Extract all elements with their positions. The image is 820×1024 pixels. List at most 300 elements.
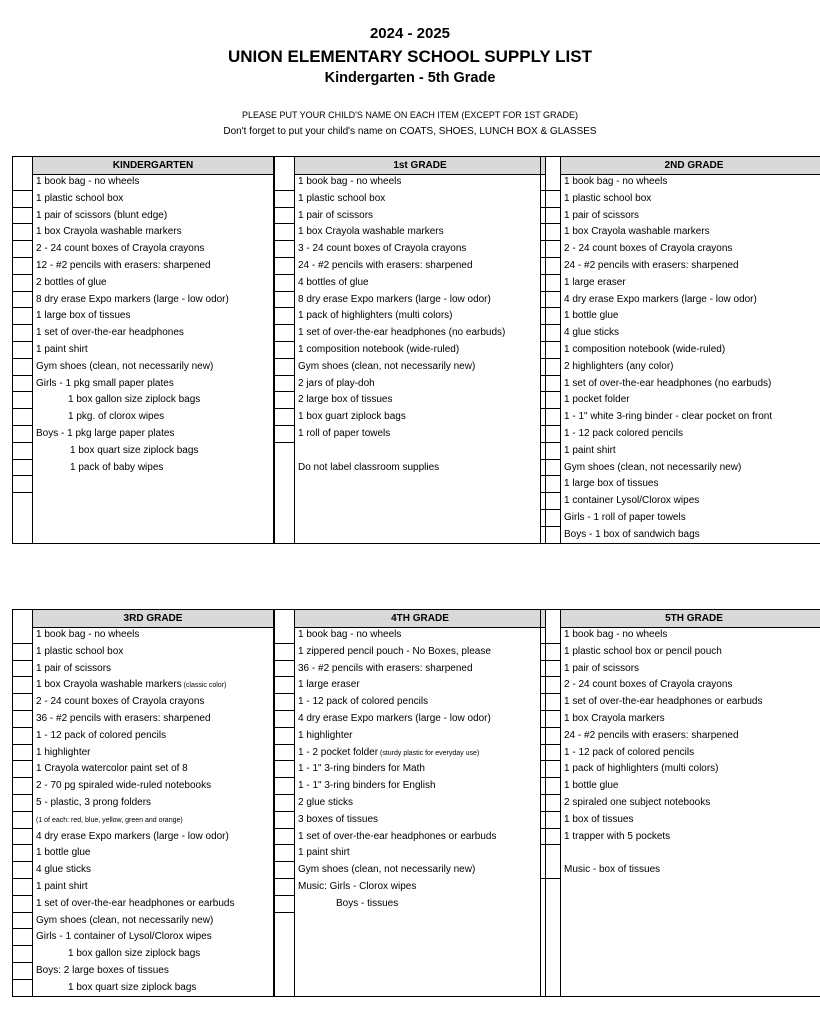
item-checkbox[interactable] <box>540 694 560 711</box>
school-year: 2024 - 2025 <box>369 25 451 42</box>
supply-item <box>560 241 820 258</box>
supply-item-label: Gym shoes (clean, not necessarily new) <box>298 360 476 372</box>
supply-item <box>560 275 820 292</box>
item-checkbox[interactable] <box>540 677 560 694</box>
supply-item-label: 1 box Crayola markers <box>564 713 665 724</box>
item-checkbox[interactable] <box>540 795 560 812</box>
supply-item <box>560 208 820 225</box>
supply-item-label: 1 composition notebook (wide-ruled) <box>564 344 726 355</box>
supply-item-label: 1 large eraser <box>298 679 360 691</box>
supply-item <box>560 342 820 359</box>
item-checkbox[interactable] <box>274 879 294 896</box>
item-checkbox[interactable] <box>540 191 560 208</box>
supply-item <box>294 845 546 862</box>
supply-item-label: Girls - 1 container of Lysol/Clorox wipes <box>36 931 212 943</box>
item-checkbox[interactable] <box>540 443 560 460</box>
supply-item <box>32 963 274 980</box>
supply-item <box>32 694 274 711</box>
supply-item-label: 2 - 24 count boxes of Crayola crayons <box>564 243 733 255</box>
supply-item <box>32 241 274 258</box>
item-checkbox[interactable] <box>12 627 32 644</box>
supply-item <box>32 980 274 997</box>
grade-header: 1st GRADE <box>295 157 545 175</box>
supply-item-label: Boys - 1 pkg large paper plates <box>36 428 175 439</box>
supply-item-label: 1 book bag - no wheels <box>564 176 668 187</box>
supply-item-label: 1 plastic school box <box>36 645 124 657</box>
grade-column-kindergarten <box>12 156 274 544</box>
supply-item <box>560 191 820 208</box>
supply-item <box>294 711 546 728</box>
item-checkbox[interactable] <box>540 728 560 745</box>
page-subtitle: Kindergarten - 5th Grade <box>324 70 496 86</box>
supply-item <box>294 778 546 795</box>
item-checkbox[interactable] <box>274 275 294 292</box>
supply-item-label: 24 - #2 pencils with erasers: sharpened <box>564 260 739 271</box>
supply-item-label: 2 glue sticks <box>298 797 354 808</box>
item-checkbox[interactable] <box>540 426 560 443</box>
supply-item-label: 1 - 12 pack of colored pencils <box>36 729 167 741</box>
supply-item <box>294 644 546 661</box>
grade-header: KINDERGARTEN <box>33 157 273 175</box>
supply-item-label: 1 set of over-the-ear headphones or earbuds <box>36 897 235 909</box>
supply-item <box>32 342 274 359</box>
supply-item-label: 8 dry erase Expo markers (large - low odor) <box>36 293 229 305</box>
item-checkbox[interactable] <box>540 862 560 879</box>
supply-item-label: 12 - #2 pencils with erasers: sharpened <box>36 260 211 271</box>
supply-item-label: 1 - 1" white 3-ring binder - clear pocket on front <box>564 411 773 423</box>
supply-item-label: 1 trapper with 5 pockets <box>564 830 671 842</box>
item-checkbox[interactable] <box>274 829 294 846</box>
supply-item <box>294 342 546 359</box>
supply-item <box>32 325 274 342</box>
item-checkbox[interactable] <box>12 241 32 258</box>
supply-item-label: 1 pair of scissors <box>564 209 640 221</box>
item-checkbox[interactable] <box>12 963 32 980</box>
supply-item <box>32 896 274 913</box>
item-checkbox[interactable] <box>274 661 294 678</box>
supply-item <box>560 845 820 862</box>
item-checkbox[interactable] <box>274 778 294 795</box>
item-checkbox[interactable] <box>12 677 32 694</box>
item-checkbox[interactable] <box>540 292 560 309</box>
supply-item <box>560 359 820 376</box>
supply-item-label: 1 book bag - no wheels <box>298 629 402 640</box>
supply-item <box>32 627 274 644</box>
item-checkbox[interactable] <box>12 661 32 678</box>
supply-item <box>294 862 546 879</box>
supply-item <box>294 224 546 241</box>
item-checkbox[interactable] <box>274 359 294 376</box>
item-checkbox[interactable] <box>12 812 32 829</box>
item-checkbox[interactable] <box>540 460 560 477</box>
supply-item <box>32 191 274 208</box>
item-checkbox[interactable] <box>274 258 294 275</box>
item-checkbox[interactable] <box>274 342 294 359</box>
supply-item <box>294 812 546 829</box>
item-checkbox[interactable] <box>12 845 32 862</box>
supply-item-label: 5 - plastic, 3 prong folders <box>36 797 152 808</box>
grade-header: 3RD GRADE <box>33 610 273 628</box>
supply-item <box>560 745 820 762</box>
supply-item <box>560 677 820 694</box>
supply-item <box>32 292 274 309</box>
item-checkbox[interactable] <box>12 325 32 342</box>
item-checkbox[interactable] <box>12 728 32 745</box>
supply-item <box>32 879 274 896</box>
supply-item <box>32 208 274 225</box>
item-checkbox[interactable] <box>540 409 560 426</box>
item-checkbox[interactable] <box>274 426 294 443</box>
supply-item <box>32 929 274 946</box>
supply-item-note: (classic color) <box>181 682 227 690</box>
item-checkbox[interactable] <box>540 208 560 225</box>
item-checkbox[interactable] <box>12 795 32 812</box>
item-checkbox[interactable] <box>274 711 294 728</box>
item-checkbox[interactable] <box>12 829 32 846</box>
item-checkbox[interactable] <box>540 761 560 778</box>
supply-item <box>32 275 274 292</box>
supply-item <box>560 644 820 661</box>
item-checkbox[interactable] <box>12 644 32 661</box>
supply-item <box>560 761 820 778</box>
supply-item <box>32 677 274 694</box>
item-checkbox[interactable] <box>274 292 294 309</box>
grade-column-4th-grade <box>274 609 546 997</box>
supply-item-label: 2 highlighters (any color) <box>564 360 674 372</box>
supply-item-label: 24 - #2 pencils with erasers: sharpened <box>298 260 473 271</box>
item-checkbox[interactable] <box>12 174 32 191</box>
supply-item <box>32 443 274 460</box>
item-checkbox[interactable] <box>540 174 560 191</box>
item-checkbox[interactable] <box>12 359 32 376</box>
clothing-note: Don't forget to put your child's name on COATS, SHOES, LUNCH BOX & GLASSES <box>223 126 597 137</box>
item-checkbox[interactable] <box>540 661 560 678</box>
supply-item <box>560 460 820 477</box>
item-checkbox[interactable] <box>12 443 32 460</box>
item-checkbox[interactable] <box>12 275 32 292</box>
supply-item <box>560 174 820 191</box>
supply-item <box>32 845 274 862</box>
supply-item-label: 36 - #2 pencils with erasers: sharpened <box>36 713 211 724</box>
item-checkbox[interactable] <box>540 308 560 325</box>
supply-item <box>294 392 546 409</box>
supply-item-label: 1 Crayola watercolor paint set of 8 <box>36 763 188 775</box>
supply-item <box>294 292 546 309</box>
supply-item <box>294 761 546 778</box>
supply-item-label: 1 - 1" 3-ring binders for English <box>298 780 436 792</box>
item-checkbox[interactable] <box>274 627 294 644</box>
supply-item-label: Girls - 1 roll of paper towels <box>564 512 686 523</box>
grade-column-1st-grade <box>274 156 546 544</box>
supply-item-label: 2 - 24 count boxes of Crayola crayons <box>564 679 733 691</box>
supply-item <box>294 174 546 191</box>
supply-item-label: 1 pair of scissors <box>298 209 374 221</box>
supply-item-label: 1 paint shirt <box>298 847 350 859</box>
item-checkbox[interactable] <box>274 761 294 778</box>
supply-item-label: 1 - 12 pack colored pencils <box>564 428 683 439</box>
supply-item <box>294 728 546 745</box>
supply-item-label: 1 zippered pencil pouch - No Boxes, please <box>298 645 491 657</box>
item-checkbox[interactable] <box>540 778 560 795</box>
item-checkbox[interactable] <box>274 191 294 208</box>
item-checkbox[interactable] <box>12 879 32 896</box>
supply-item-label: 1 plastic school box <box>564 192 652 204</box>
supply-item-label: 1 - 1" 3-ring binders for Math <box>298 763 425 775</box>
supply-item <box>294 896 546 913</box>
item-checkbox[interactable] <box>12 694 32 711</box>
supply-item-label: 1 set of over-the-ear headphones (no earbuds) <box>298 327 506 339</box>
supply-item-label: 2 jars of play-doh <box>298 377 375 389</box>
item-checkbox[interactable] <box>12 761 32 778</box>
supply-item <box>32 913 274 930</box>
item-checkbox[interactable] <box>540 258 560 275</box>
item-checkbox[interactable] <box>274 325 294 342</box>
supply-item-label: 1 paint shirt <box>36 881 88 892</box>
supply-item-label: 1 box Crayola washable markers <box>564 226 710 238</box>
item-checkbox[interactable] <box>12 376 32 393</box>
supply-item-label: 4 glue sticks <box>36 864 92 876</box>
supply-item-label: 1 book bag - no wheels <box>298 176 402 187</box>
item-checkbox[interactable] <box>12 460 32 477</box>
item-checkbox[interactable] <box>274 376 294 393</box>
item-checkbox[interactable] <box>12 929 32 946</box>
item-checkbox[interactable] <box>540 376 560 393</box>
supply-item-label <box>36 812 183 830</box>
supply-item <box>32 862 274 879</box>
item-checkbox[interactable] <box>540 241 560 258</box>
supply-item-label: Gym shoes (clean, not necessarily new) <box>564 461 742 473</box>
supply-item-label: 1 composition notebook (wide-ruled) <box>298 344 460 355</box>
supply-item <box>32 476 274 493</box>
item-checkbox[interactable] <box>274 644 294 661</box>
supply-item-label: Boys - 1 box of sandwich bags <box>564 528 700 540</box>
item-checkbox[interactable] <box>274 862 294 879</box>
item-checkbox[interactable] <box>12 980 32 997</box>
supply-item-label: 4 glue sticks <box>564 327 620 339</box>
supply-item-label: 1 container Lysol/Clorox wipes <box>564 495 700 507</box>
supply-item <box>32 174 274 191</box>
supply-item <box>32 409 274 426</box>
item-checkbox[interactable] <box>540 627 560 644</box>
item-checkbox[interactable] <box>12 778 32 795</box>
supply-item <box>560 224 820 241</box>
supply-item-label: Boys: 2 large boxes of tissues <box>36 965 169 976</box>
supply-item <box>560 392 820 409</box>
item-checkbox[interactable] <box>274 174 294 191</box>
supply-item-label: 1 set of over-the-ear headphones <box>36 327 184 339</box>
supply-item-label: Gym shoes (clean, not necessarily new) <box>36 360 214 372</box>
supply-item <box>560 812 820 829</box>
supply-item <box>294 795 546 812</box>
item-checkbox[interactable] <box>540 342 560 359</box>
supply-item <box>294 745 546 762</box>
item-checkbox[interactable] <box>274 896 294 913</box>
supply-item-label: 2 - 24 count boxes of Crayola crayons <box>36 243 205 255</box>
item-checkbox[interactable] <box>540 527 560 544</box>
item-checkbox[interactable] <box>12 896 32 913</box>
supply-item <box>560 711 820 728</box>
item-checkbox[interactable] <box>12 476 32 493</box>
supply-item-label: Gym shoes (clean, not necessarily new) <box>36 914 214 926</box>
supply-item-label: Music: Girls - Clorox wipes <box>298 881 417 892</box>
supply-item-label: 2 large box of tissues <box>298 394 393 406</box>
supply-item-label: 1 set of over-the-ear headphones (no earbuds) <box>564 377 772 389</box>
item-checkbox[interactable] <box>540 812 560 829</box>
item-checkbox[interactable] <box>12 409 32 426</box>
item-checkbox[interactable] <box>540 829 560 846</box>
supply-item <box>32 812 274 829</box>
supply-item <box>294 627 546 644</box>
supply-item-label: 3 - 24 count boxes of Crayola crayons <box>298 243 467 255</box>
supply-item-label: 1 box quart size ziplock bags <box>68 981 197 993</box>
supply-item-label: 1 box Crayola washable markers <box>36 226 182 238</box>
item-checkbox[interactable] <box>274 677 294 694</box>
item-checkbox[interactable] <box>540 510 560 527</box>
item-checkbox[interactable] <box>12 292 32 309</box>
supply-item <box>32 224 274 241</box>
item-checkbox[interactable] <box>12 392 32 409</box>
item-checkbox[interactable] <box>12 913 32 930</box>
item-checkbox[interactable] <box>274 224 294 241</box>
item-checkbox[interactable] <box>274 409 294 426</box>
supply-item <box>560 510 820 527</box>
supply-item <box>32 745 274 762</box>
supply-item-label: 1 pair of scissors (blunt edge) <box>36 209 168 221</box>
item-checkbox[interactable] <box>274 845 294 862</box>
supply-item <box>32 829 274 846</box>
supply-item-label: Do not label classroom supplies <box>298 461 440 473</box>
item-checkbox[interactable] <box>274 812 294 829</box>
grade-header: 4TH GRADE <box>295 610 545 628</box>
item-checkbox[interactable] <box>12 426 32 443</box>
supply-item <box>560 292 820 309</box>
supply-item <box>560 493 820 510</box>
supply-item-label: 1 - 2 pocket folder (sturdy plastic for everyday use) <box>298 746 480 758</box>
supply-item <box>560 795 820 812</box>
grade-column-5th-grade <box>540 609 820 997</box>
supply-item-label: 1 - 12 pack of colored pencils <box>564 746 695 758</box>
grade-column-3rd-grade <box>12 609 274 997</box>
supply-item <box>294 661 546 678</box>
supply-item-label: 1 bottle glue <box>564 780 619 792</box>
item-checkbox[interactable] <box>540 392 560 409</box>
supply-item <box>32 711 274 728</box>
item-checkbox[interactable] <box>274 694 294 711</box>
supply-item-label: 24 - #2 pencils with erasers: sharpened <box>564 729 739 741</box>
supply-item-label: Girls - 1 pkg small paper plates <box>36 377 174 389</box>
supply-item <box>32 661 274 678</box>
supply-item-label: 1 - 12 pack of colored pencils <box>298 696 429 708</box>
item-checkbox[interactable] <box>12 711 32 728</box>
supply-item <box>294 191 546 208</box>
supply-item <box>32 644 274 661</box>
supply-item-label: 1 box of tissues <box>564 813 634 825</box>
item-checkbox[interactable] <box>540 275 560 292</box>
supply-item-label: 1 box gallon size ziplock bags <box>68 394 201 406</box>
item-checkbox[interactable] <box>12 224 32 241</box>
supply-item <box>32 460 274 477</box>
supply-item-label: 1 book bag - no wheels <box>564 629 668 640</box>
item-checkbox[interactable] <box>12 208 32 225</box>
supply-item-label: 1 pocket folder <box>564 394 630 406</box>
supply-item-label: 1 pack of baby wipes <box>70 461 164 473</box>
item-checkbox[interactable] <box>274 241 294 258</box>
item-checkbox[interactable] <box>274 208 294 225</box>
supply-item <box>560 426 820 443</box>
supply-item-note: (sturdy plastic for everyday use) <box>378 749 480 757</box>
item-checkbox[interactable] <box>274 745 294 762</box>
supply-item <box>32 795 274 812</box>
supply-item-label: 1 highlighter <box>298 729 353 741</box>
supply-item-label: 1 box guart ziplock bags <box>298 411 406 423</box>
supply-item <box>32 778 274 795</box>
item-checkbox[interactable] <box>274 728 294 745</box>
item-checkbox[interactable] <box>12 946 32 963</box>
supply-item-label: 4 dry erase Expo markers (large - low odor) <box>298 713 491 724</box>
item-checkbox[interactable] <box>274 308 294 325</box>
supply-item <box>32 392 274 409</box>
supply-item-label: Gym shoes (clean, not necessarily new) <box>298 864 476 876</box>
supply-item-label: 1 plastic school box <box>36 192 124 204</box>
supply-item-label: 1 bottle glue <box>36 847 91 859</box>
item-checkbox[interactable] <box>540 224 560 241</box>
page-title: UNION ELEMENTARY SCHOOL SUPPLY LIST <box>228 47 592 66</box>
supply-item <box>560 778 820 795</box>
supply-item-label: 1 box quart size ziplock bags <box>70 444 199 456</box>
supply-item-label: 1 box gallon size ziplock bags <box>68 948 201 960</box>
supply-item-label: 1 set of over-the-ear headphones or earbuds <box>298 830 497 842</box>
supply-item-label: 1 pair of scissors <box>564 662 640 674</box>
supply-item <box>294 677 546 694</box>
supply-item <box>560 308 820 325</box>
supply-item-label: 2 bottles of glue <box>36 276 107 288</box>
supply-item <box>560 376 820 393</box>
item-checkbox[interactable] <box>12 308 32 325</box>
supply-item <box>294 694 546 711</box>
supply-item-label: 4 dry erase Expo markers (large - low odor) <box>36 830 229 842</box>
supply-item <box>560 476 820 493</box>
supply-item-label: Music - box of tissues <box>564 864 661 876</box>
supply-item-label: 2 - 24 count boxes of Crayola crayons <box>36 696 205 708</box>
item-checkbox[interactable] <box>12 258 32 275</box>
item-checkbox[interactable] <box>540 325 560 342</box>
supply-item <box>32 359 274 376</box>
item-checkbox[interactable] <box>540 644 560 661</box>
item-checkbox[interactable] <box>12 342 32 359</box>
item-checkbox[interactable] <box>274 392 294 409</box>
supply-item <box>294 241 546 258</box>
supply-item-label: 4 bottles of glue <box>298 276 369 288</box>
supply-item-label: 4 dry erase Expo markers (large - low odor) <box>564 293 757 305</box>
item-checkbox[interactable] <box>540 711 560 728</box>
supply-item <box>560 627 820 644</box>
supply-item <box>32 946 274 963</box>
supply-item <box>32 258 274 275</box>
supply-item-label: 1 bottle glue <box>564 310 619 322</box>
grade-header: 5TH GRADE <box>561 610 820 628</box>
item-checkbox[interactable] <box>540 359 560 376</box>
item-checkbox[interactable] <box>540 745 560 762</box>
supply-item <box>32 761 274 778</box>
item-checkbox[interactable] <box>12 862 32 879</box>
item-checkbox[interactable] <box>12 191 32 208</box>
supply-item <box>294 443 546 460</box>
item-checkbox[interactable] <box>540 493 560 510</box>
item-checkbox[interactable] <box>540 476 560 493</box>
supply-item <box>294 409 546 426</box>
item-checkbox[interactable] <box>12 745 32 762</box>
item-checkbox[interactable] <box>274 795 294 812</box>
